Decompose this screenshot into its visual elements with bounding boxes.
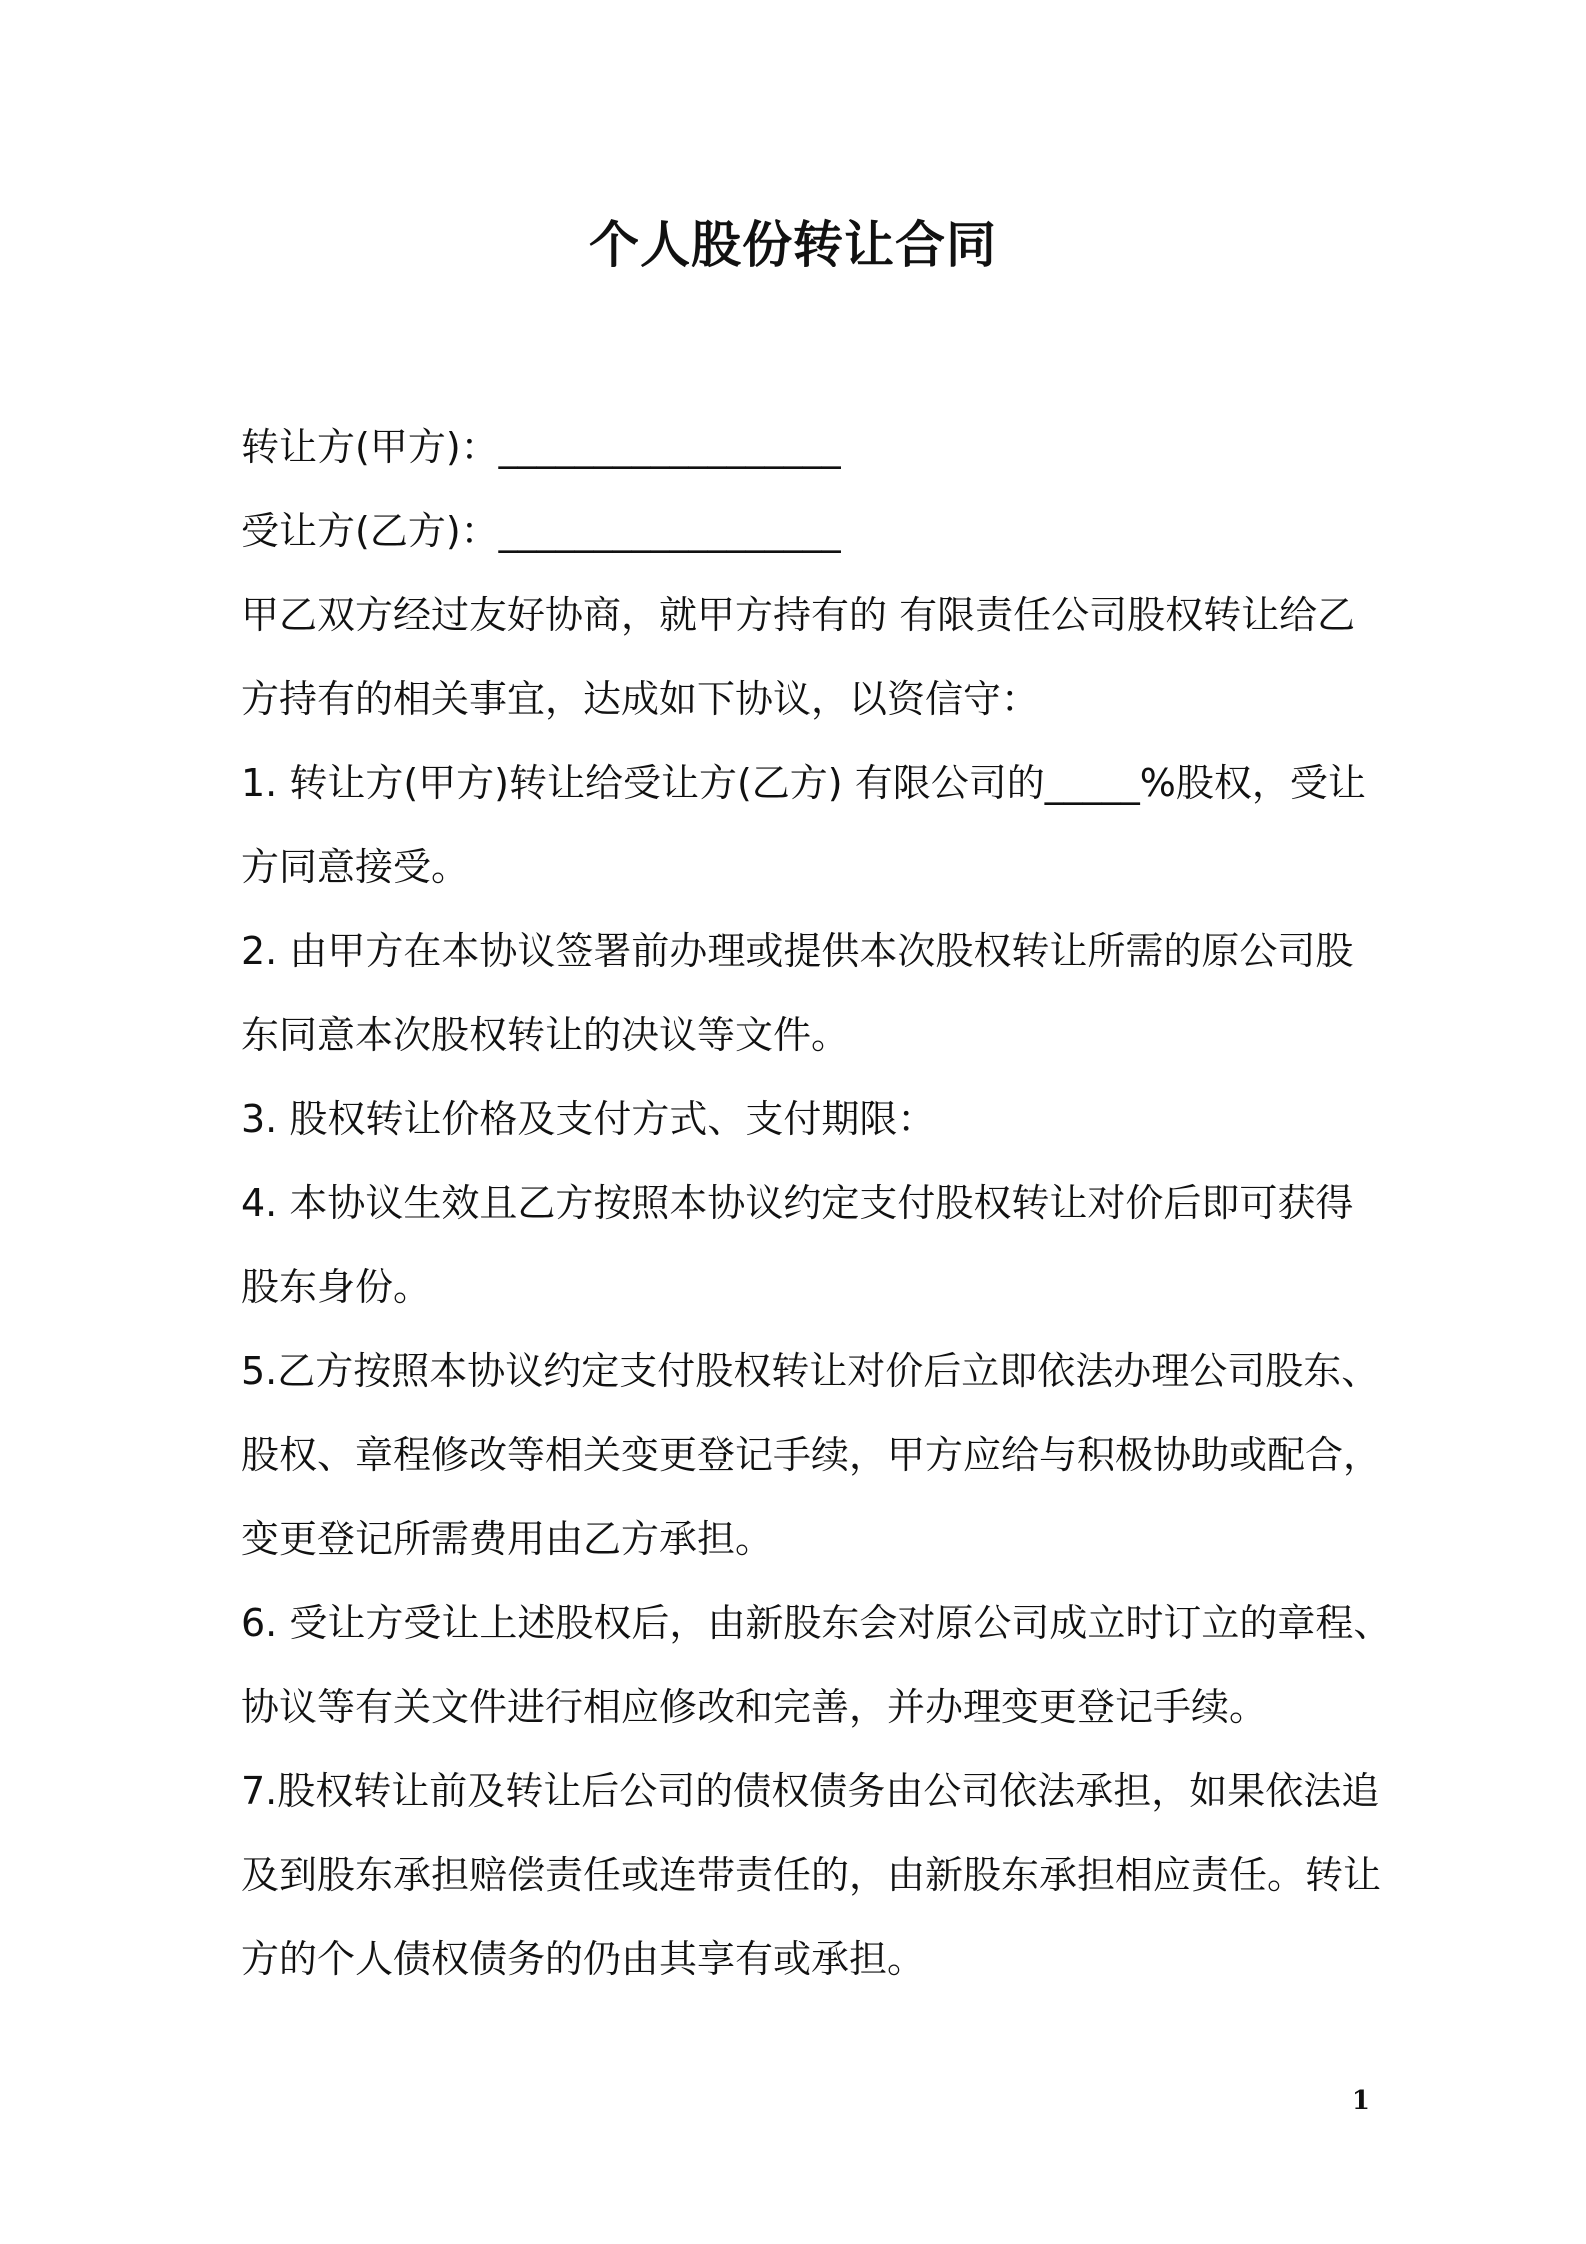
clause-7-line: 及到股东承担赔偿责任或连带责任的，由新股东承担相应责任。转让 <box>241 1853 1382 1897</box>
clause-1-line: 方同意接受。 <box>241 845 470 889</box>
clause-5-line: 5.乙方按照本协议约定支付股权转让对价后立即依法办理公司股东、 <box>241 1349 1380 1393</box>
preamble-line: 方持有的相关事宜，达成如下协议，以资信守： <box>241 677 1040 721</box>
clause-6-line: 6. 受让方受让上述股权后，由新股东会对原公司成立时订立的章程、 <box>241 1601 1392 1645</box>
document-title: 个人股份转让合同 <box>589 216 997 274</box>
clause-4-line: 4. 本协议生效且乙方按照本协议约定支付股权转让对价后即可获得 <box>241 1181 1354 1225</box>
clause-2-line: 2. 由甲方在本协议签署前办理或提供本次股权转让所需的原公司股 <box>241 929 1354 973</box>
clause-5-line: 股权、章程修改等相关变更登记手续，甲方应给与积极协助或配合， <box>241 1433 1382 1477</box>
clause-5-line: 变更登记所需费用由乙方承担。 <box>241 1517 774 1561</box>
document-body <box>241 405 1392 2001</box>
clause-6-line: 协议等有关文件进行相应修改和完善，并办理变更登记手续。 <box>241 1685 1268 1729</box>
clause-7-line: 7.股权转让前及转让后公司的债权债务由公司依法承担，如果依法追 <box>241 1769 1380 1813</box>
clause-3-line: 3. 股权转让价格及支付方式、支付期限： <box>241 1097 936 1141</box>
transferee-line: 受让方(乙方)：__________________ <box>241 509 841 553</box>
page-number: 1 <box>1351 2086 1370 2116</box>
preamble-line: 甲乙双方经过友好协商，就甲方持有的 有限责任公司股权转让给乙 <box>241 593 1356 637</box>
clause-7-line: 方的个人债权债务的仍由其享有或承担。 <box>241 1937 926 1981</box>
clause-4-line: 股东身份。 <box>241 1265 432 1309</box>
clause-1-line: 1. 转让方(甲方)转让给受让方(乙方) 有限公司的_____%股权，受让 <box>241 761 1366 805</box>
transferor-line: 转让方(甲方)：__________________ <box>241 425 841 469</box>
clause-2-line: 东同意本次股权转让的决议等文件。 <box>241 1013 850 1057</box>
